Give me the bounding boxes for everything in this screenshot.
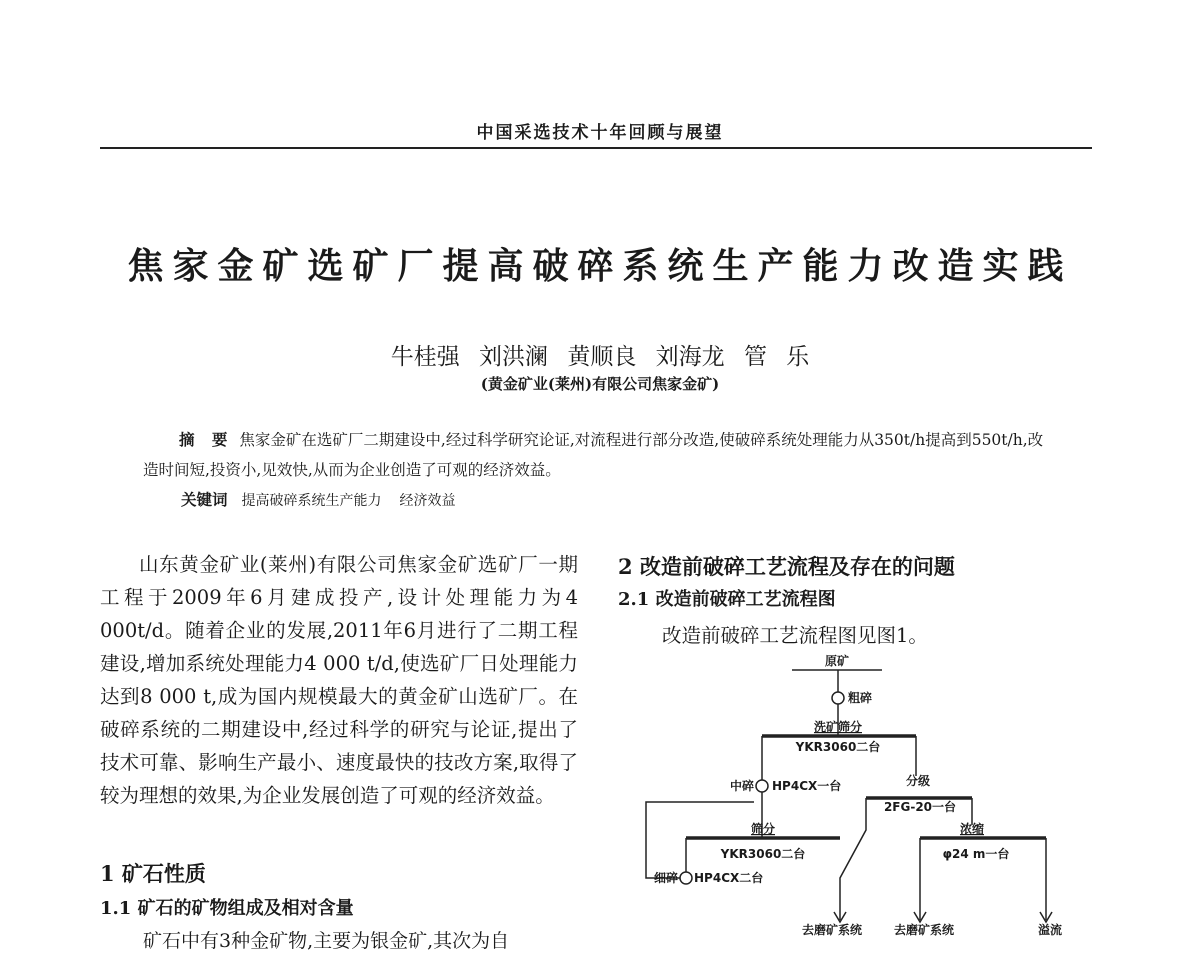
label-classify: 分级 <box>905 774 931 788</box>
label-thicken: 浓缩 <box>959 822 985 836</box>
label-fg: 2FG-20一台 <box>883 800 957 814</box>
section-1-heading: 1 矿石性质 <box>100 861 206 886</box>
running-header: 中国采选技术十年回顾与展望 <box>476 123 724 143</box>
section-1-1-heading: 1.1 矿石的矿物组成及相对含量 <box>100 898 354 919</box>
section-2-1-heading: 2.1 改造前破碎工艺流程图 <box>618 589 836 610</box>
label-coarse-crush: 粗碎 <box>848 691 873 705</box>
section-2-heading: 2 改造前破碎工艺流程及存在的问题 <box>618 554 955 579</box>
keyword-item: 提高破碎系统生产能力 <box>241 493 382 509</box>
paper-title: 焦家金矿选矿厂提高破碎系统生产能力改造实践 <box>127 245 1073 287</box>
label-raw-ore: 原矿 <box>824 654 850 668</box>
abstract-text: 焦家金矿在选矿厂二期建设中,经过科学研究论证,对流程进行部分改造,使破碎系统处理能力从350t/h提高到550t/h,改造时间短,投资小,见效快,从而为企业创造了可观的经济效益。 <box>143 431 1044 479</box>
label-ykr-top: YKR3060二台 <box>795 740 881 754</box>
label-to-grinding-1: 去磨矿系统 <box>801 923 863 937</box>
label-overflow: 溢流 <box>1037 923 1063 937</box>
coarse-crusher-node <box>832 692 844 704</box>
authors: 牛桂强 刘洪澜 黄顺良 刘海龙 管 乐 <box>390 344 810 370</box>
label-screening: 筛分 <box>750 822 776 836</box>
label-hp4cx-one: HP4CX一台 <box>772 779 842 793</box>
keywords-label: 关键词 <box>181 490 228 509</box>
keyword-item: 经济效益 <box>399 493 456 509</box>
abstract <box>143 425 1058 485</box>
label-thickener: φ24 m一台 <box>942 847 1010 861</box>
label-to-grinding-2: 去磨矿系统 <box>893 923 955 937</box>
process-flowchart <box>600 650 1080 941</box>
recycle-loop-line <box>646 802 754 878</box>
label-wash-screen: 洗矿筛分 <box>813 720 863 734</box>
classifier-to-grinding-line <box>840 798 866 920</box>
partial-text-line: 矿石中有3种金矿物,主要为银金矿,其次为自 <box>143 930 510 952</box>
label-medium-crush: 中碎 <box>729 779 754 793</box>
figure-reference: 改造前破碎工艺流程图见图1。 <box>662 624 928 647</box>
intro-paragraph: 山东黄金矿业(莱州)有限公司焦家金矿选矿厂一期工程于2009年6月建成投产,设计处理能力为4 000t/d。随着企业的发展,2011年6月进行了二期工程建设,增加系统处理能力4 000 t/d,使选矿厂日处理能力达到8 000 t,成为国内规模最大的黄金矿山选矿厂。在破碎系统的二期建设中,经过科学的研究与论证,提出了技术可靠、影响生产最小、速度最快的技改方案,取得了较为理想的效果,为企业发展创造了可观的经济效益。 <box>100 553 578 807</box>
medium-crusher-node <box>756 780 768 792</box>
abstract-label: 摘 要 <box>179 430 234 449</box>
header-rule <box>100 147 1092 149</box>
label-ykr-bottom: YKR3060二台 <box>720 847 806 861</box>
label-hp4cx-two: HP4CX二台 <box>694 871 764 885</box>
fine-crusher-node <box>680 872 692 884</box>
affiliation: (黄金矿业(莱州)有限公司焦家金矿) <box>480 375 720 393</box>
label-fine-crush: 细碎 <box>653 871 678 885</box>
keywords <box>181 488 474 510</box>
